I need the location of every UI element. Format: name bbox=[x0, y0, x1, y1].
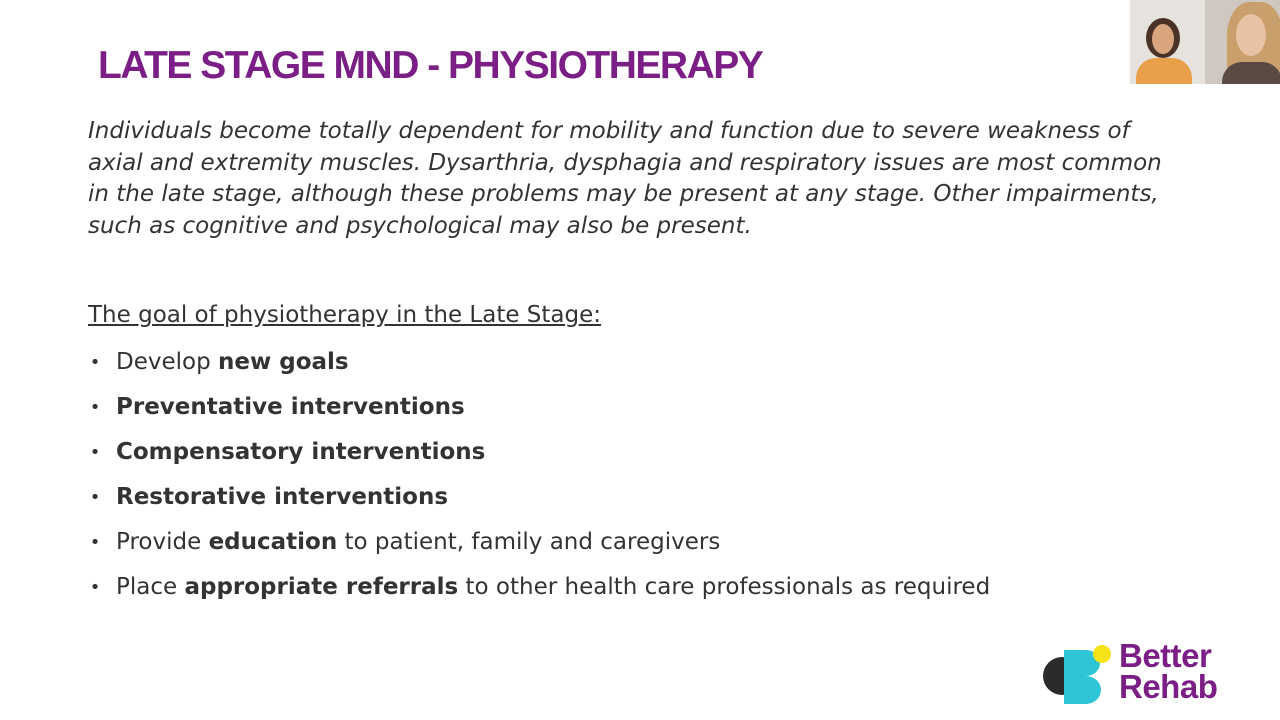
participant-figure bbox=[1236, 14, 1266, 56]
bullet-item: • Develop new goals bbox=[88, 340, 990, 385]
logo-wordmark bbox=[1119, 637, 1218, 705]
bullet-icon: • bbox=[89, 442, 101, 463]
bullet-item: • Place appropriate referrals to other health care professionals as required bbox=[88, 565, 990, 610]
bullet-icon: • bbox=[89, 352, 101, 373]
goal-heading: The goal of physiotherapy in the Late Stage: bbox=[88, 302, 602, 328]
participant-figure bbox=[1136, 58, 1192, 84]
bullet-item: • Restorative interventions bbox=[88, 475, 990, 520]
bullet-item: • Provide education to patient, family and caregivers bbox=[88, 520, 990, 565]
intro-paragraph: Individuals become totally dependent for mobility and function due to severe weakness of axial and extremity muscles. Dysarthria, dysphagia and respiratory issues are most common in the late stage, although these problems may be present at any stage. Other impairments, such as cognitive and psychological may also be present. bbox=[88, 118, 1162, 239]
logo-line-2: Rehab bbox=[1119, 668, 1218, 705]
participant-figure bbox=[1152, 24, 1174, 54]
bullet-icon: • bbox=[89, 397, 101, 418]
bullet-icon: • bbox=[89, 487, 101, 508]
goal-bullet-list bbox=[88, 340, 990, 610]
bullet-icon: • bbox=[89, 532, 101, 553]
bullet-item: • Compensatory interventions bbox=[88, 430, 990, 475]
participant-figure bbox=[1222, 62, 1280, 84]
logo-line-1: Better bbox=[1119, 637, 1212, 674]
logo-yellow-dot bbox=[1093, 645, 1111, 663]
slide-title: LATE STAGE MND - PHYSIOTHERAPY bbox=[98, 44, 763, 87]
bullet-item: • Preventative interventions bbox=[88, 385, 990, 430]
bullet-icon: • bbox=[89, 577, 101, 598]
webcam-thumbnail[interactable] bbox=[1130, 0, 1280, 84]
